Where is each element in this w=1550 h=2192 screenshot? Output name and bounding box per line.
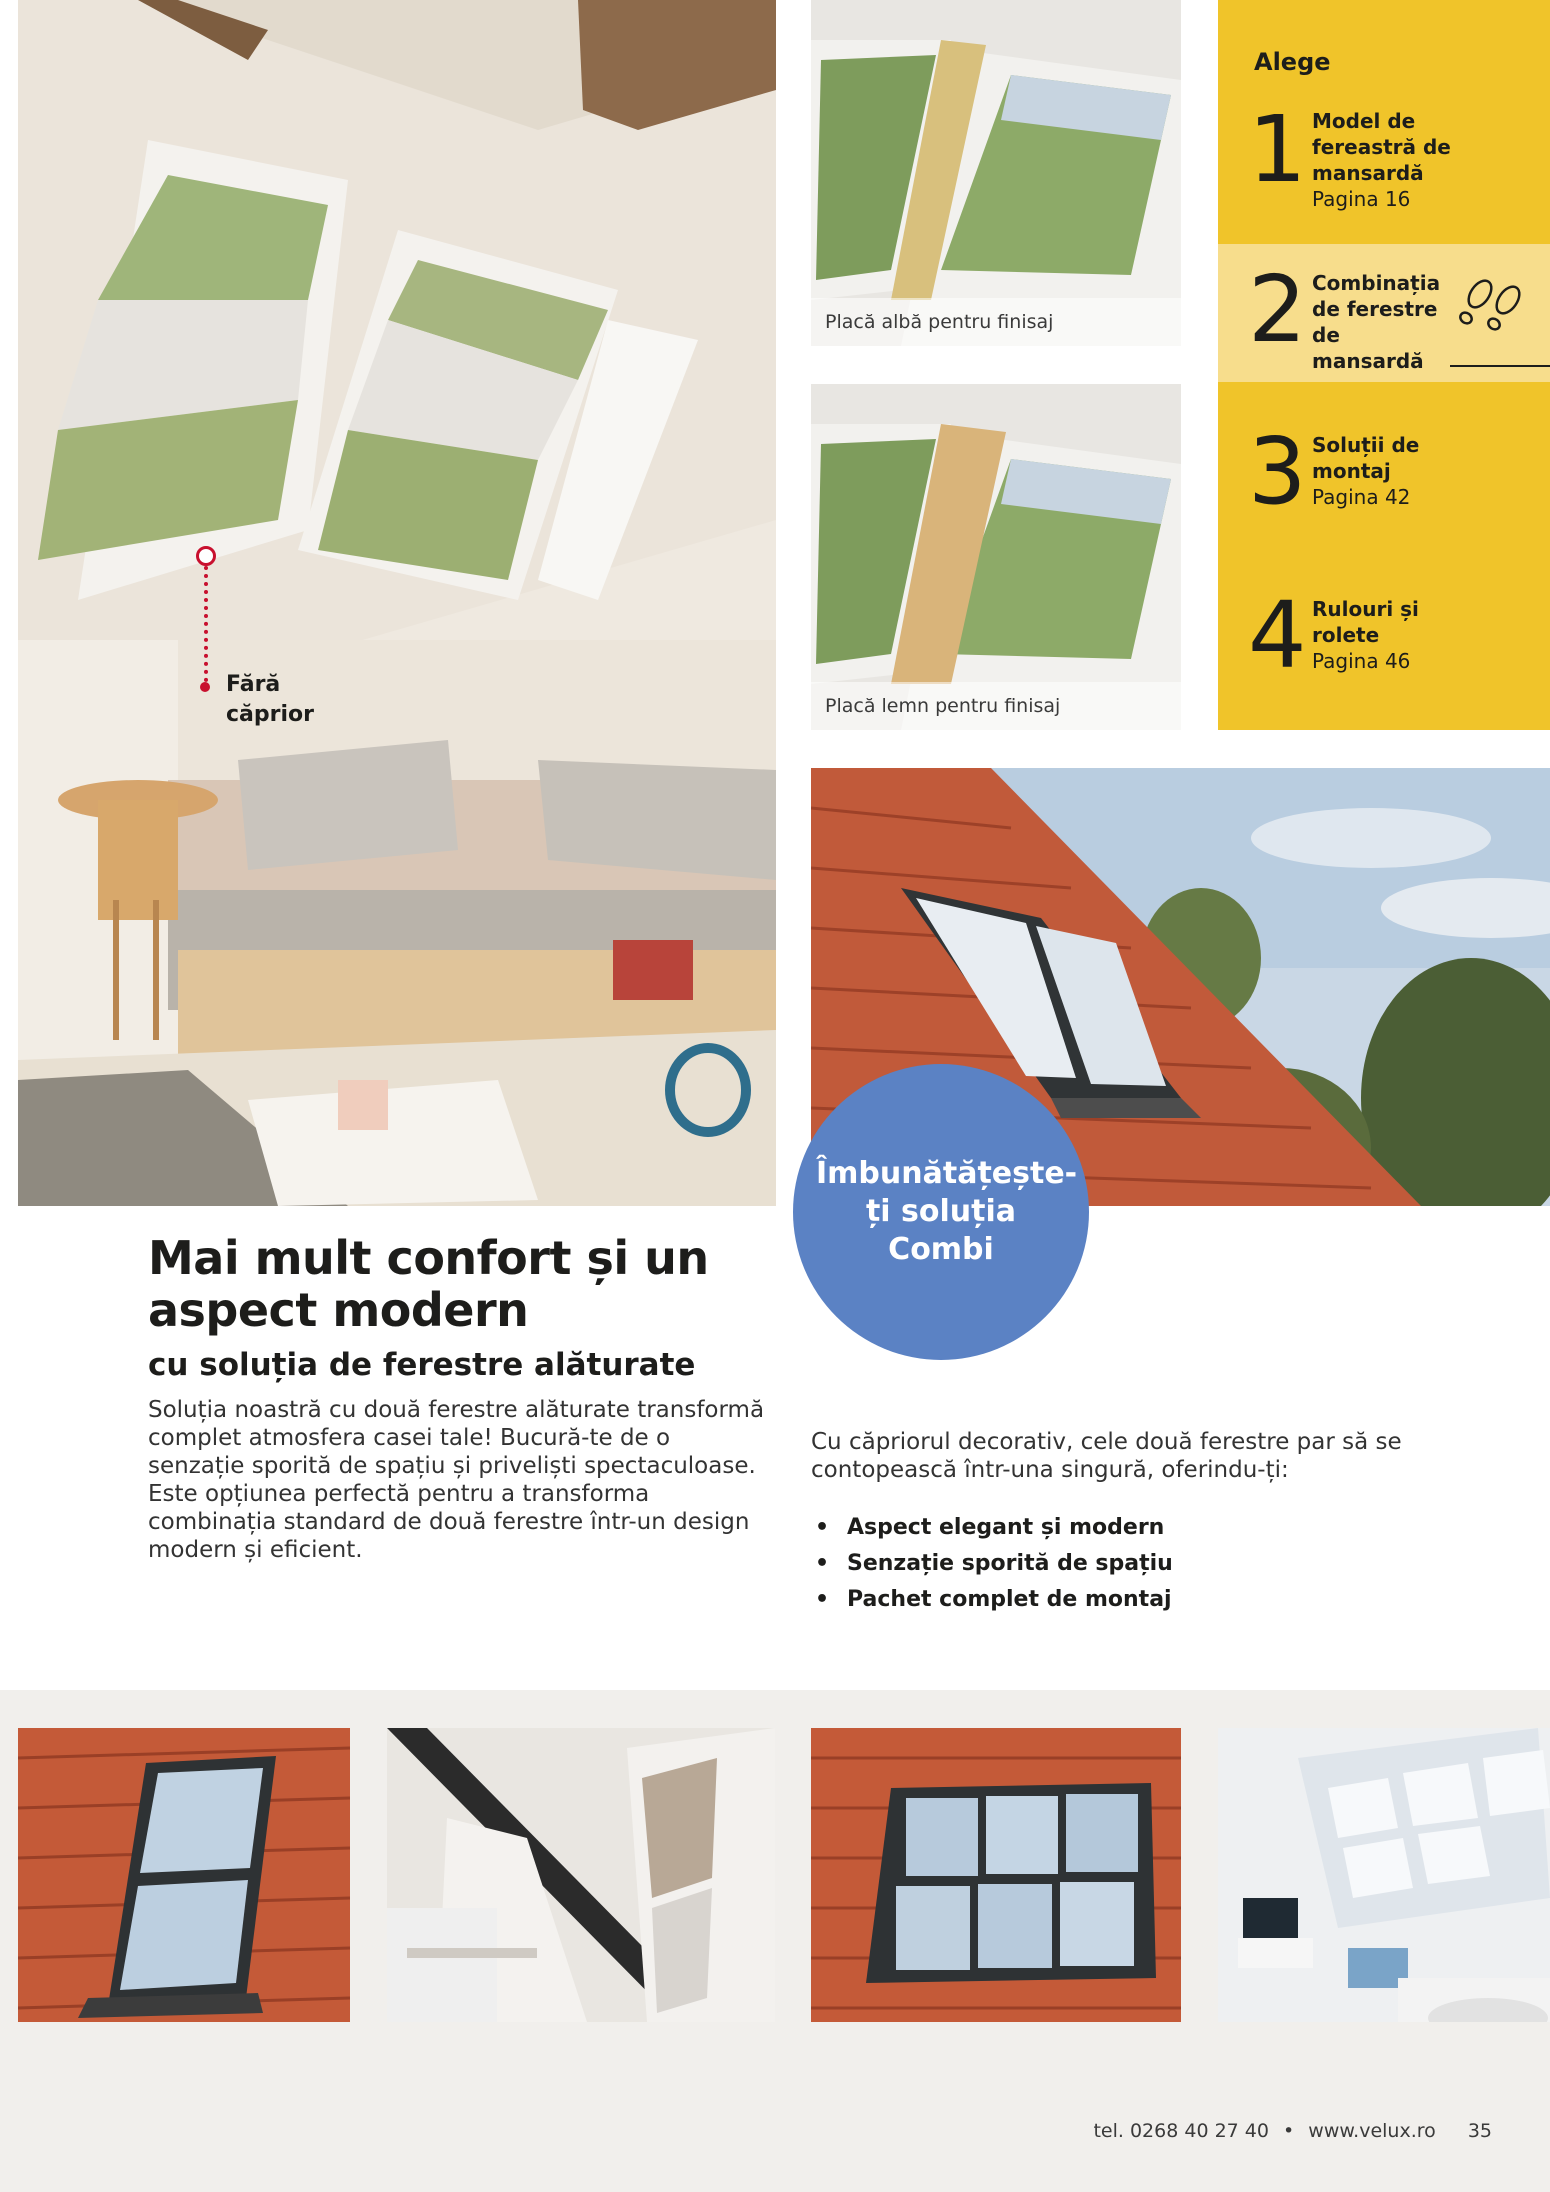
page-footer [1093, 2120, 1492, 2142]
upgrade-badge [793, 1064, 1089, 1360]
wood-finish-photo [811, 384, 1181, 730]
choose-step-3[interactable] [1218, 400, 1550, 530]
choose-step-4[interactable] [1218, 564, 1550, 694]
callout-dot [200, 682, 210, 692]
article-headline: Mai mult confort și un aspect modern [148, 1231, 709, 1337]
step-page: Pagina 42 [1312, 485, 1411, 509]
vertical-combi-photo [18, 1728, 350, 2022]
page-number: 35 [1467, 2120, 1492, 2142]
step-page: Pagina 46 [1312, 649, 1411, 673]
step-title: Rulouri și rolete [1312, 597, 1419, 647]
choose-step-1[interactable] [1218, 96, 1550, 240]
article-right-text: Cu căpriorul decorativ, cele două ferestre par să se contopească într-una singură, oferindu-ți: [811, 1429, 1402, 1483]
article-intro: Soluția noastră cu două ferestre alăturate transformă complet atmosfera casei tale! Bucură-te de o senzație sporită de spațiu și priveliști spectaculoase. Este opțiunea perfectă pentru a transforma combinația standard de două ferestre într-un design modern și eficient. [148, 1397, 765, 1563]
grid-combi-photo [811, 1728, 1181, 2022]
callout-ring [196, 546, 216, 566]
step-title: Combinația de ferestre de mansardă [1312, 271, 1441, 373]
step-number: 1 [1248, 96, 1307, 203]
footer-website[interactable]: www.velux.ro [1308, 2120, 1436, 2142]
step-number: 2 [1248, 256, 1307, 363]
wood-finish-caption: Placă lemn pentru finisaj [811, 682, 1181, 730]
choose-panel [1218, 0, 1550, 730]
step-page: Pagina 16 [1312, 187, 1411, 211]
callout-line [204, 566, 208, 682]
main-room-photo [18, 0, 776, 1206]
footer-separator: • [1283, 2120, 1295, 2142]
white-finish-caption: Placă albă pentru finisaj [811, 298, 1181, 346]
footsteps-icon [1450, 268, 1550, 368]
choose-step-2[interactable] [1218, 244, 1550, 382]
white-finish-photo [811, 0, 1181, 346]
interior-attic-photo [387, 1728, 775, 2022]
step-number: 3 [1248, 418, 1307, 525]
article-subheadline: cu soluția de ferestre alăturate [148, 1347, 696, 1383]
callout-label: Fără căprior [226, 672, 314, 727]
badge-text: Îmbunătățește-ți soluția Combi [816, 1156, 1078, 1267]
list-item: • Pachet complet de montaj [811, 1582, 1411, 1618]
list-item: • Senzație sporită de spațiu [811, 1546, 1411, 1582]
list-item: • Aspect elegant și modern [811, 1510, 1411, 1546]
step-title: Model de fereastră de mansardă [1312, 109, 1451, 185]
feature-list [811, 1510, 1411, 1618]
bright-living-room-photo [1218, 1728, 1550, 2022]
step-title: Soluții de montaj [1312, 433, 1420, 483]
choose-heading: Alege [1254, 48, 1331, 76]
footer-phone: tel. 0268 40 27 40 [1093, 2120, 1269, 2142]
step-number: 4 [1248, 582, 1307, 689]
